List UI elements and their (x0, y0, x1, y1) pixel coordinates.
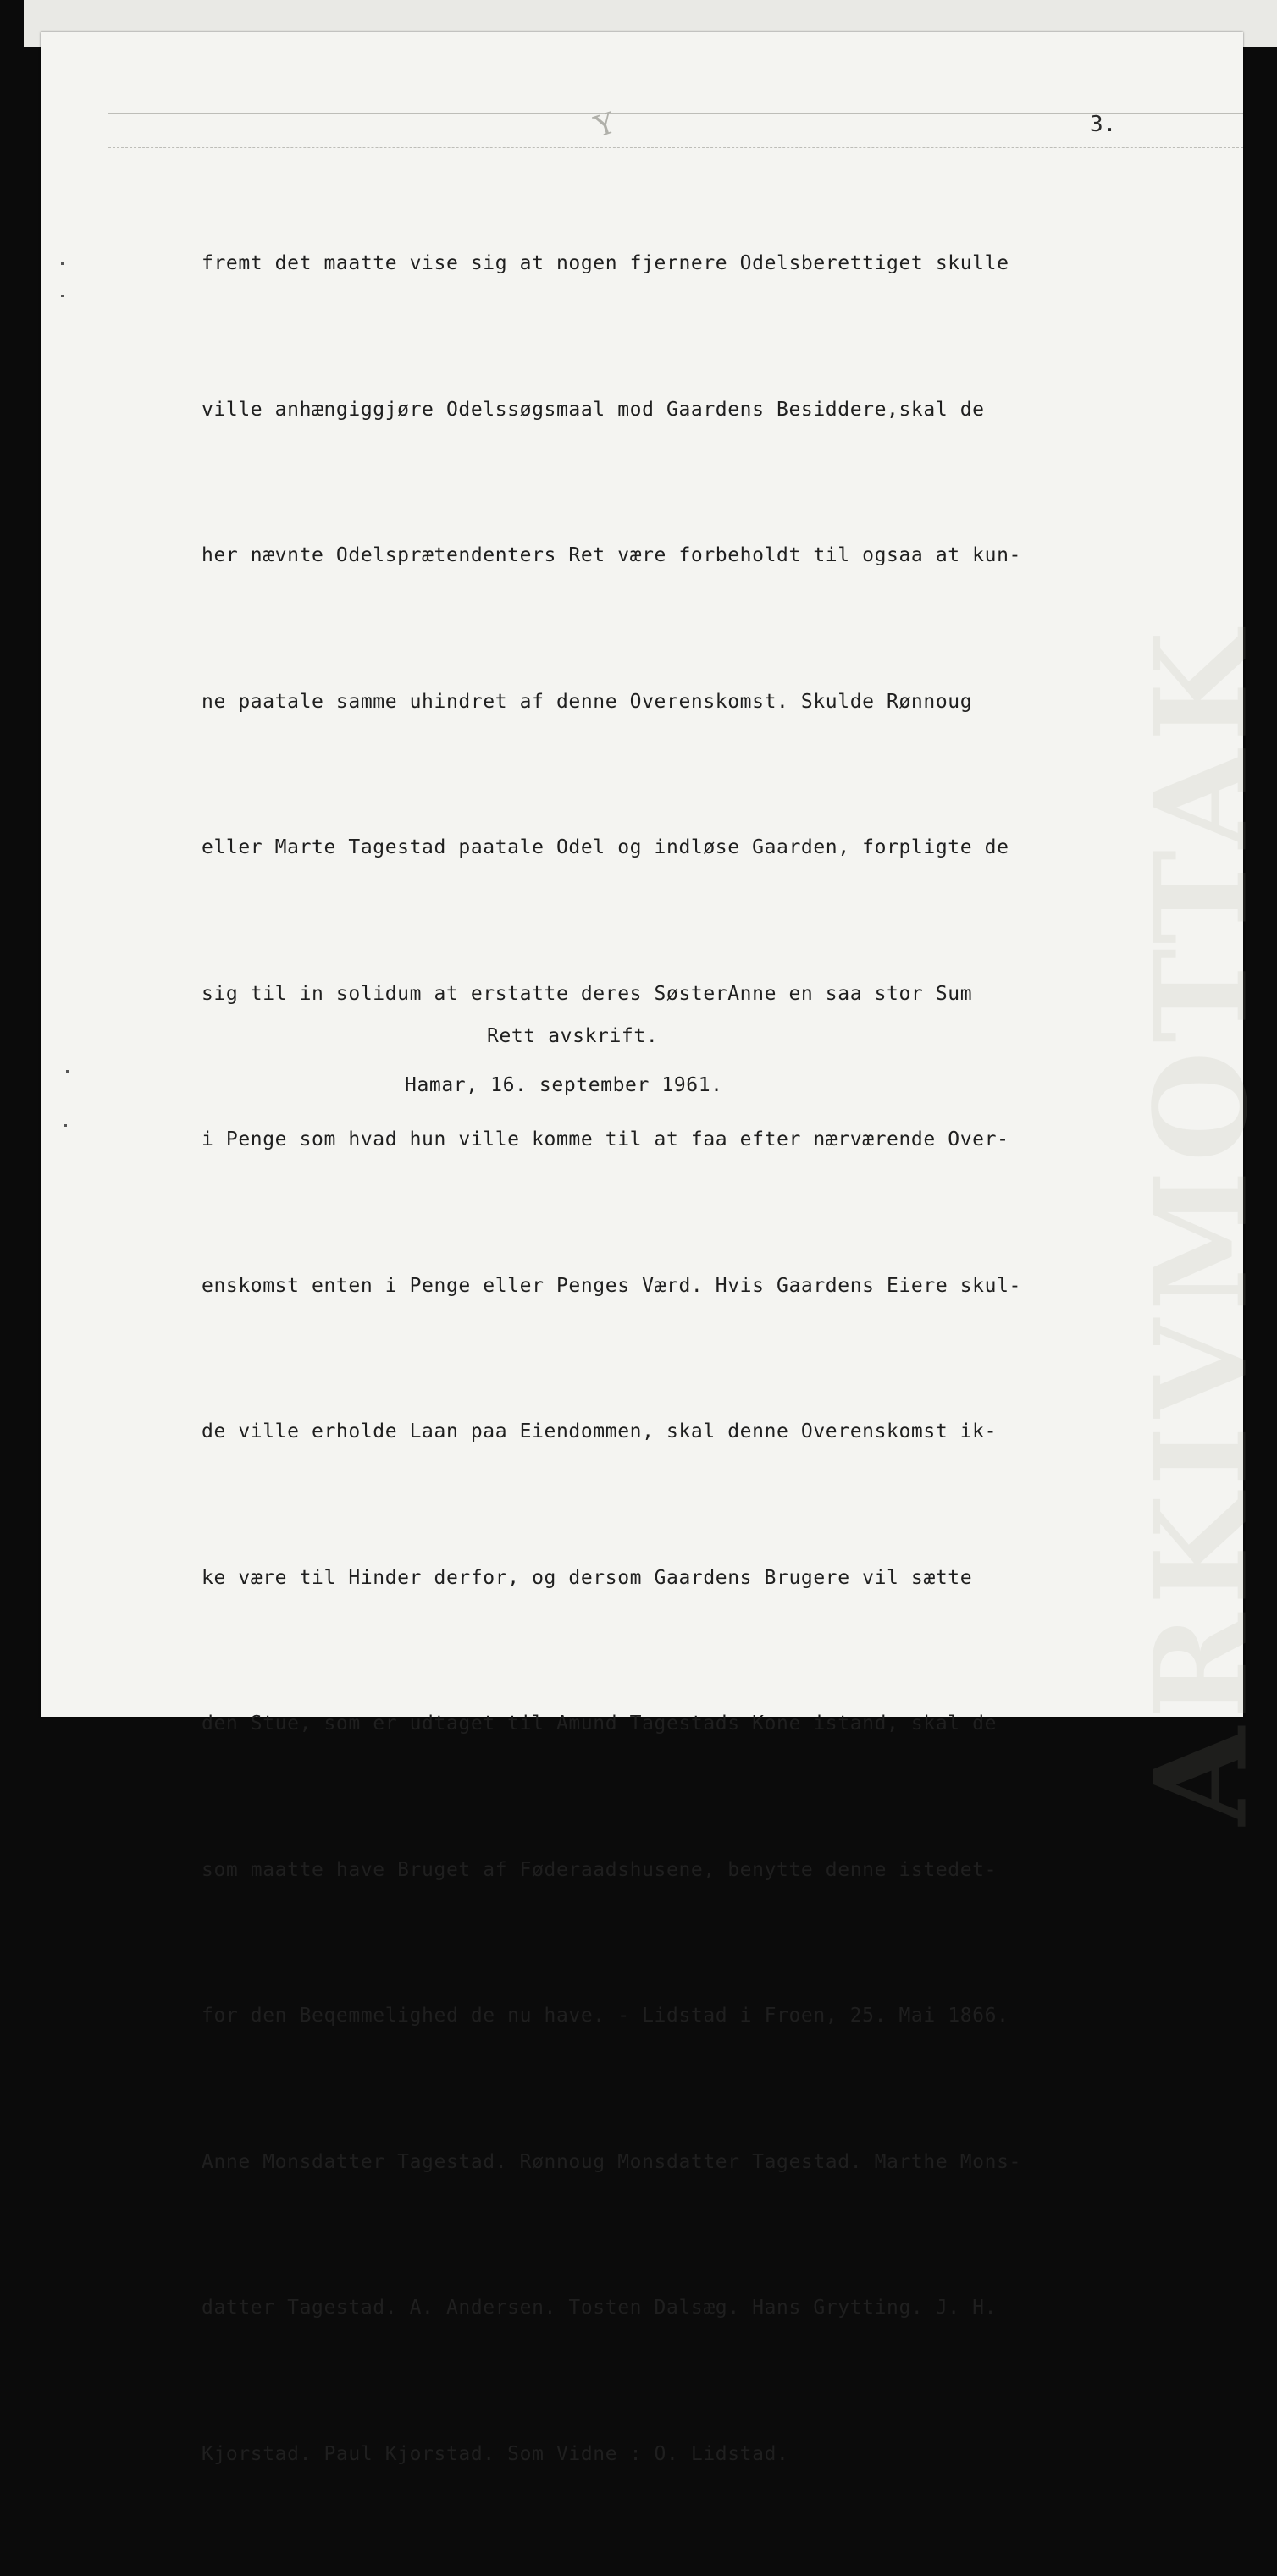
body-line: de ville erholde Laan paa Eiendommen, skal denne Overenskomst ik- (202, 1420, 998, 1442)
page-number: 3. (1090, 112, 1117, 137)
body-line: som maatte have Bruget af Føderaadshusene, benytte denne istedet- (202, 1858, 998, 1881)
body-line: eller Marte Tagestad paatale Odel og indløse Gaarden, forpligte de (202, 836, 1009, 858)
body-line: i Penge som hvad hun ville komme til at faa efter nærværende Over- (202, 1128, 1009, 1150)
pencil-mark: Y (590, 106, 620, 145)
margin-dot (61, 262, 64, 265)
margin-dot (64, 1124, 67, 1127)
body-line: Kjorstad. Paul Kjorstad. Som Vidne : O. Lidstad. (202, 2442, 789, 2465)
body-line: ville anhængiggjøre Odelssøgsmaal mod Gaardens Besiddere,skal de (202, 398, 985, 421)
body-line: Anne Monsdatter Tagestad. Rønnoug Monsdatter Tagestad. Marthe Mons- (202, 2150, 1021, 2173)
faint-rule-line (108, 113, 1243, 114)
document-body (202, 142, 1021, 2576)
body-line: her nævnte Odelsprætendenters Ret være forbeholdt til ogsaa at kun- (202, 544, 1021, 566)
body-line: ke være til Hinder derfor, og dersom Gaardens Brugere vil sætte (202, 1566, 973, 1589)
body-line: fremt det maatte vise sig at nogen fjernere Odelsberettiget skulle (202, 252, 1009, 274)
body-line: sig til in solidum at erstatte deres SøsterAnne en saa stor Sum (202, 982, 973, 1005)
archive-watermark: ARKIVMOTTAK (1126, 622, 1276, 1826)
body-line: datter Tagestad. A. Andersen. Tosten Dalsæg. Hans Grytting. J. H. (202, 2297, 998, 2319)
place-date-line: Hamar, 16. september 1961. (405, 1074, 723, 1096)
body-line: enskomst enten i Penge eller Penges Værd. Hvis Gaardens Eiere skul- (202, 1274, 1021, 1297)
body-line: den Stue, som er udtaget til Amund Tagestads Kone istand, skal de (202, 1713, 998, 1735)
body-line: for den Beqemmelighed de nu have. - Lidstad i Froen, 25. Mai 1866. (202, 2005, 1009, 2027)
certification-line: Rett avskrift. (487, 1025, 659, 1047)
body-line: ne paatale samme uhindret af denne Overenskomst. Skulde Rønnoug (202, 690, 973, 713)
margin-dot (61, 295, 64, 297)
margin-dot (66, 1070, 69, 1073)
